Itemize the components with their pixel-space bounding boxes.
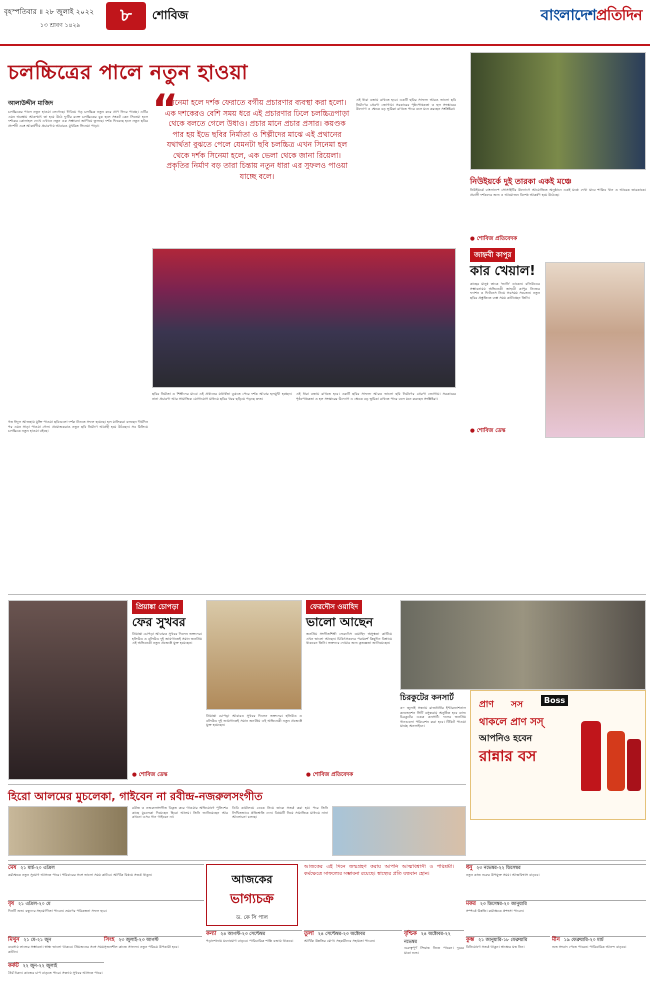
sign-text: আর্থিক উন্নতির যোগ। সহকর্মীদের সহায়তা পাবেন।	[304, 939, 376, 943]
hero-headline: হিরো আলমের মুচলেকা, গাইবেন না রবীন্দ্র-নজরুলসংগীত	[8, 790, 263, 803]
fersi-headline: ভালো আছেন	[306, 615, 374, 629]
ad-product: সস	[511, 700, 523, 710]
sauce-bottle-icon	[607, 731, 625, 791]
actress-photo	[332, 806, 466, 856]
sign-dates: ২১ মে-২১ জুন	[23, 938, 52, 943]
sign-name: মিথুন ২১ মে-২১ জুন	[8, 937, 52, 943]
fersi-body: জনপ্রিয় সংগীতশিল্পী ফেরদৌস ওয়াহিদ অসুস্থতা কাটিয়ে এখন ভালো আছেন। চিকিৎসকদের পরামর্শে কিছুদিন বিশ্রামে থাকবেন তিনি। ভক্তদের দোয়ার জন্য কৃতজ্ঞতা জানিয়েছেন।	[306, 632, 392, 646]
janhvi-photo	[545, 262, 645, 438]
band-photo	[400, 600, 646, 690]
sign-dates: ২৪ আগস্ট-২৩ সেপ্টেম্বর	[220, 932, 266, 937]
sign-dates: ১৯ ফেব্রুয়ারি-২০ মার্চ	[563, 938, 604, 943]
lead-body-col5: এই ধারা বজায় রাখতে হবে। একটি ছবির সাফল্য আরও ভালো ছবি নির্মাণের প্রেরণা জোগায়। সরকারের পৃষ্ঠপোষকতা ও হল সংস্কারের উদ্যোগ এ ক্ষেত্রে বড় ভূমিকা রাখতে পারে বলে মনে করছেন সংশ্লিষ্টরা।	[356, 98, 456, 112]
concert-body: ৩০ জুলাই সন্ধ্যায় রাজধানীর ইন্টারন্যাশনাল কনভেনশন সিটি বসুন্ধরায় অনুষ্ঠিত হবে ব্যান্ড চিরকুটের একক কনসার্ট। দলের জনপ্রিয় গানগুলো পরিবেশন করা হবে। টিকিট পাওয়া যাচ্ছে অনলাইনে।	[400, 706, 466, 729]
horoscope-sign	[552, 936, 646, 960]
sign-name: তুলা ২৪ সেপ্টেম্বর-২৩ অক্টোবর	[304, 931, 366, 937]
sign-text: গুরুত্বপূর্ণ সিদ্ধান্ত নিতে পারেন। দূরের যাত্রা শুভ।	[404, 946, 464, 955]
sign-name: বৃশ্চিক ২৪ অক্টোবর-২২ নভেম্বর	[404, 931, 451, 945]
priyanka-photo	[8, 600, 128, 780]
ad-line2: আপনিও হবেন	[479, 734, 533, 744]
horoscope-title-1: আজকের	[231, 873, 273, 886]
fersi-credit: ● শোবিজ প্রতিবেদক	[306, 772, 354, 778]
horoscope-intro: আজকের এই দিনে জন্মগ্রহণ করায় আপনি আত্মবিশ্বাসী ও পরিশ্রমী। কর্মক্ষেত্রে সাফল্যের সম্ভাবনা রয়েছে। স্বাস্থ্যের প্রতি যত্নবান হোন।	[304, 864, 454, 877]
sign-text: ধৈর্য ধরুন। কাজের চাপ বাড়তে পারে। সন্ধ্যায় সুখবর আসতে পারে।	[8, 971, 103, 975]
lead-body-col2: গত ঈদুল আজহায় মুক্তি পাওয়া ছবিগুলো দর্শক টানতে সফল হয়েছে। হল মালিকরা বলছেন দীর্ঘদিন পর এমন সাড়া পাওয়া গেল। প্রযোজকরাও নতুন ছবি নির্মাণে আগ্রহী হয়ে উঠছেন। সব মিলিয়ে চলচ্চিত্রে নতুন হাওয়া বইছে।	[8, 420, 148, 434]
sign-dates: ২৩ নভেম্বর-২২ ডিসেম্বর	[476, 866, 521, 871]
lead-headline: চলচ্চিত্রের পালে নতুন হাওয়া	[8, 60, 248, 84]
sign-name: ধনু ২৩ নভেম্বর-২২ ডিসেম্বর	[466, 865, 521, 871]
sign-name: মীন ১৯ ফেব্রুয়ারি-২০ মার্চ	[552, 937, 604, 943]
lead-pullquote: সিনেমা হলে দর্শক ফেরাতে বর্গীয় প্রচারণার ব্যবস্থা করা হলো। এক দশকেরও বেশি সময় ধরে এই প্রচারণার ঢিলে চলচ্চিত্রপাড়া থেকে বলতে গেলে উধাও। প্রচার মানে প্রচার প্রসার। কয়ণ্ডক পার হয় ইভে ছবির নির্মাতা ও শিল্পীদের মাঝে এই প্রথানের যথার্থতা বুঝতে পেলে যেমনটা ছবি চলচ্চিত্র এখন সিনেমা হল থেকে দর্শক সিনেমা হলে, এক ভেলা থেকে জানা রিয়েলা। প্রকৃতির নির্মাণ বড় তারা চিন্তায় নতুন ধারা এর সুফলও পাওয়া যাচ্ছে বলে।	[164, 98, 350, 181]
issue-date-bangla: ১৩ শ্রাবণ ১৪২৯	[40, 22, 81, 29]
sign-dates: ২১ জানুয়ারি-১৮ ফেব্রুয়ারি	[478, 938, 528, 943]
sauce-bottle-icon	[627, 739, 641, 791]
horoscope-sign	[8, 864, 204, 898]
sign-dates: ২১ এপ্রিল-২০ মে	[18, 902, 51, 907]
fersi-photo	[206, 600, 302, 710]
newyork-credit: ● শোবিজ প্রতিবেদক	[470, 236, 518, 242]
sign-name: কুম্ভ ২১ জানুয়ারি-১৮ ফেব্রুয়ারি	[466, 937, 528, 943]
priyanka-body: প্রিয়াঙ্কা চোপড়া আবারও সুখবর দিলেন ভক্তদের। হলিউড ও বলিউড দুই জায়গাতেই সমান জনপ্রিয় এই অভিনেত্রী নতুন প্রজেক্টে যুক্ত হয়েছেন।	[132, 632, 202, 646]
horoscope-title-box	[206, 864, 298, 926]
horoscope-sign	[304, 930, 402, 954]
section-title: শোবিজ	[152, 8, 189, 22]
horoscope-sign	[466, 900, 646, 934]
sign-name: মকর ২৩ ডিসেম্বর-২০ জানুয়ারি	[466, 901, 527, 907]
ad-tag: Boss	[541, 695, 568, 706]
hero-photo	[8, 806, 128, 856]
horoscope-sign	[8, 962, 104, 986]
masthead	[0, 0, 650, 46]
janhvi-headline: কার খেয়াল!	[470, 264, 536, 279]
fersi-tag: ফেরদৌস ওয়াহিদ	[306, 600, 362, 614]
sign-text: নতুন কাজ শুরুর উপযুক্ত সময়। আত্মবিশ্বাস বাড়বে।	[466, 873, 540, 877]
two-stars-photo	[470, 52, 646, 170]
sign-name: সিংহ ২৩ জুলাই-২৩ আগস্ট	[104, 937, 159, 943]
sign-name: মেষ ২১ মার্চ-২০ এপ্রিল	[8, 865, 55, 871]
sign-dates: ২২ জুন-২২ জুলাই	[22, 964, 58, 969]
divider	[8, 594, 646, 595]
sign-dates: ২৪ সেপ্টেম্বর-২৩ অক্টোবর	[317, 932, 366, 937]
sign-dates: ২৪ অক্টোবর-২২ নভেম্বর	[404, 932, 451, 945]
horoscope-sign	[404, 930, 464, 954]
pran-sauce-ad	[470, 690, 646, 820]
sign-text: দিনটি শুভ। বন্ধুদের সহযোগিতা পাবেন। ভ্রমণের পরিকল্পনা সফল হবে।	[8, 909, 107, 913]
sign-text: বিনিয়োগে সতর্ক থাকুন। স্বাস্থ্যের যত্ন নিন।	[466, 945, 525, 949]
sign-text: শুভ সংবাদ পেতে পারেন। পারিবারিক আনন্দ বাড়বে।	[552, 945, 627, 949]
hero-body-col2: ডিবি কার্যালয়ে ডেকে নিয়ে তাকে সতর্ক করা হয়। পরে তিনি লিখিতভাবে প্রতিশ্রুতি দেন। বিষয়টি নিয়ে সামাজিক মাধ্যমে নানা আলোচনা চলছে।	[232, 806, 328, 820]
janhvi-credit: ● শোবিজ ডেস্ক	[470, 428, 506, 434]
sign-text: পড়াশোনায় মনোযোগ বাড়বে। পারিবারিক শান্তি বজায় থাকবে।	[206, 939, 294, 943]
logo-word-2: প্রতিদিন	[596, 6, 642, 24]
sauce-bottle-icon	[581, 721, 601, 791]
lead-byline: আলাউদ্দীন মাজিদ	[8, 100, 54, 107]
horoscope-sign	[8, 936, 104, 960]
sign-dates: ২১ মার্চ-২০ এপ্রিল	[20, 866, 55, 871]
horoscope-sign	[206, 930, 302, 954]
janhvi-body: কাছের মানুষ তাকে 'জানি' ডাকেন। বলিউডের সম্ভাবনাময় অভিনেত্রী জাহ্নবী কাপুর নিজের ফ্যাশন ও ফিটনেস নিয়ে সবসময় সচেতন। নতুন ছবির প্রস্তুতিতে ব্যস্ত সময় কাটাচ্ছেন তিনি।	[470, 282, 540, 300]
sign-dates: ২৩ জুলাই-২৩ আগস্ট	[118, 938, 159, 943]
logo-word-1: বাংলাদেশ	[540, 6, 597, 24]
newspaper-logo	[512, 4, 642, 29]
divider	[8, 784, 466, 785]
sign-name: কর্কট ২২ জুন-২২ জুলাই	[8, 963, 58, 969]
sign-name: বৃষ ২১ এপ্রিল-২০ মে	[8, 901, 51, 907]
priyanka-body-cont: প্রিয়াঙ্কা চোপড়া আবারও সুখবর দিলেন ভক্তদের। হলিউড ও বলিউড দুই জায়গাতেই সমান জনপ্রিয় এই অভিনেত্রী নতুন প্রজেক্টে যুক্ত হয়েছেন।	[206, 714, 302, 728]
lead-body-col4: এই ধারা বজায় রাখতে হবে। একটি ছবির সাফল্য আরও ভালো ছবি নির্মাণের প্রেরণা জোগায়। সরকারের পৃষ্ঠপোষকতা ও হল সংস্কারের উদ্যোগ এ ক্ষেত্রে বড় ভূমিকা রাখতে পারে বলে মনে করছেন সংশ্লিষ্টরা।	[296, 392, 456, 401]
sign-text: সৃজনশীল কাজে সাফল্য। নতুন পরিচয় উপকারী হবে।	[104, 945, 179, 949]
sign-text: সম্পর্কে উন্নতি। কর্মক্ষেত্রে প্রশংসা পাবেন।	[466, 909, 525, 913]
divider	[8, 860, 646, 861]
hero-body-col1: রবীন্দ্র ও নজরুলসংগীত বিকৃত করে গাওয়ার অভিযোগে পুলিশের কাছে মুচলেকা দিয়েছেন হিরো আলম। তিনি জানিয়েছেন আর কখনো এসব গান গাইবেন না।	[132, 806, 228, 820]
janhvi-tag: জাহ্নবী কাপুর	[470, 248, 515, 262]
horoscope-author: ড. কে সি পাল	[236, 915, 268, 921]
horoscope-sign	[8, 900, 204, 934]
ad-brand: প্রাণ	[479, 700, 494, 710]
horoscope-sign	[104, 936, 202, 960]
priyanka-headline: ফের সুখবর	[132, 615, 186, 629]
sign-text: ব্যবসায় লাভের সম্ভাবনা। স্বাস্থ্য ভালো থাকবে। প্রিয়জনের সঙ্গে সময় কাটান।	[8, 945, 104, 954]
newyork-body: নিউইয়র্কে বাংলাদেশ সোসাইটির উদ্যোগে আয়োজিত অনুষ্ঠানে একই মঞ্চে দেখা যাবে শাকিব খান ও আরেক তারকাকে। প্রবাসী দর্শকদের জন্য এ আয়োজন বিশেষ আকর্ষণ হয়ে উঠেছে।	[470, 188, 646, 197]
sign-text: কর্মক্ষেত্রে নতুন সুযোগ আসতে পারে। পরিবারের সঙ্গে ভালো সময় কাটবে। আর্থিক বিষয়ে সতর্ক থাকুন।	[8, 873, 153, 877]
lead-body-col1: চলচ্চিত্রের পালে নতুন হাওয়া লেগেছে। দিবিয়ে গড় চলচ্চিত্র নতুন করে প্রাণ ফিরে পাচ্ছে। এটির এমন অবস্থায় আকস্মাৎ তা হয়ে উঠে ফুটির রক্তে চলচ্চিত্রের বুক হলে সংকট কেন সিনেমা হলে দর্শকের কোলাহল দেখে এখানে নতুন এক সম্ভাবনা জাগিয়ে তুলছে। দর্শক ফিরেছে হলে নতুন ছবির প্রদর্শনী এবং আকর্ষণীয় প্রচারণায় আবারও মুখরিত সিনেমা পাড়া।	[8, 110, 148, 128]
priyanka-credit: ● শোবিজ ডেস্ক	[132, 772, 168, 778]
sign-name: কন্যা ২৪ আগস্ট-২৩ সেপ্টেম্বর	[206, 931, 266, 937]
horoscope-title-2: ভাগ্যচক্র	[230, 892, 274, 907]
lead-body-col3: ছবির নির্মাতা ও শিল্পীদের মাঝে এই প্রথানের যথার্থতা বুঝতে পেরে দর্শক আবার হলমুখী হচ্ছেন। নানা প্রচারণা আর সামাজিক যোগাযোগ মাধ্যমে ছবির খবর ছড়িয়ে পড়ছে দ্রুত।	[152, 392, 292, 401]
page-number: ৮	[106, 2, 146, 30]
cinema-crowd-photo	[152, 248, 456, 388]
horoscope-sign	[466, 864, 646, 898]
sign-dates: ২৩ ডিসেম্বর-২০ জানুয়ারি	[479, 902, 527, 907]
ad-line3: রান্নার বস	[479, 747, 537, 765]
ad-line1: থাকলে প্রাণ সস্	[479, 717, 544, 728]
quote-mark-icon: “	[152, 87, 179, 133]
newyork-headline: নিউইয়র্কে দুই তারকা একই মঞ্চে	[470, 177, 572, 186]
issue-date: বৃহস্পতিবার ॥ ২৮ জুলাই ২০২২	[4, 8, 94, 16]
priyanka-tag: প্রিয়াঙ্কা চোপড়া	[132, 600, 183, 614]
horoscope-sign	[466, 936, 550, 960]
concert-headline: চিরকুটের কনসার্ট	[400, 693, 454, 702]
